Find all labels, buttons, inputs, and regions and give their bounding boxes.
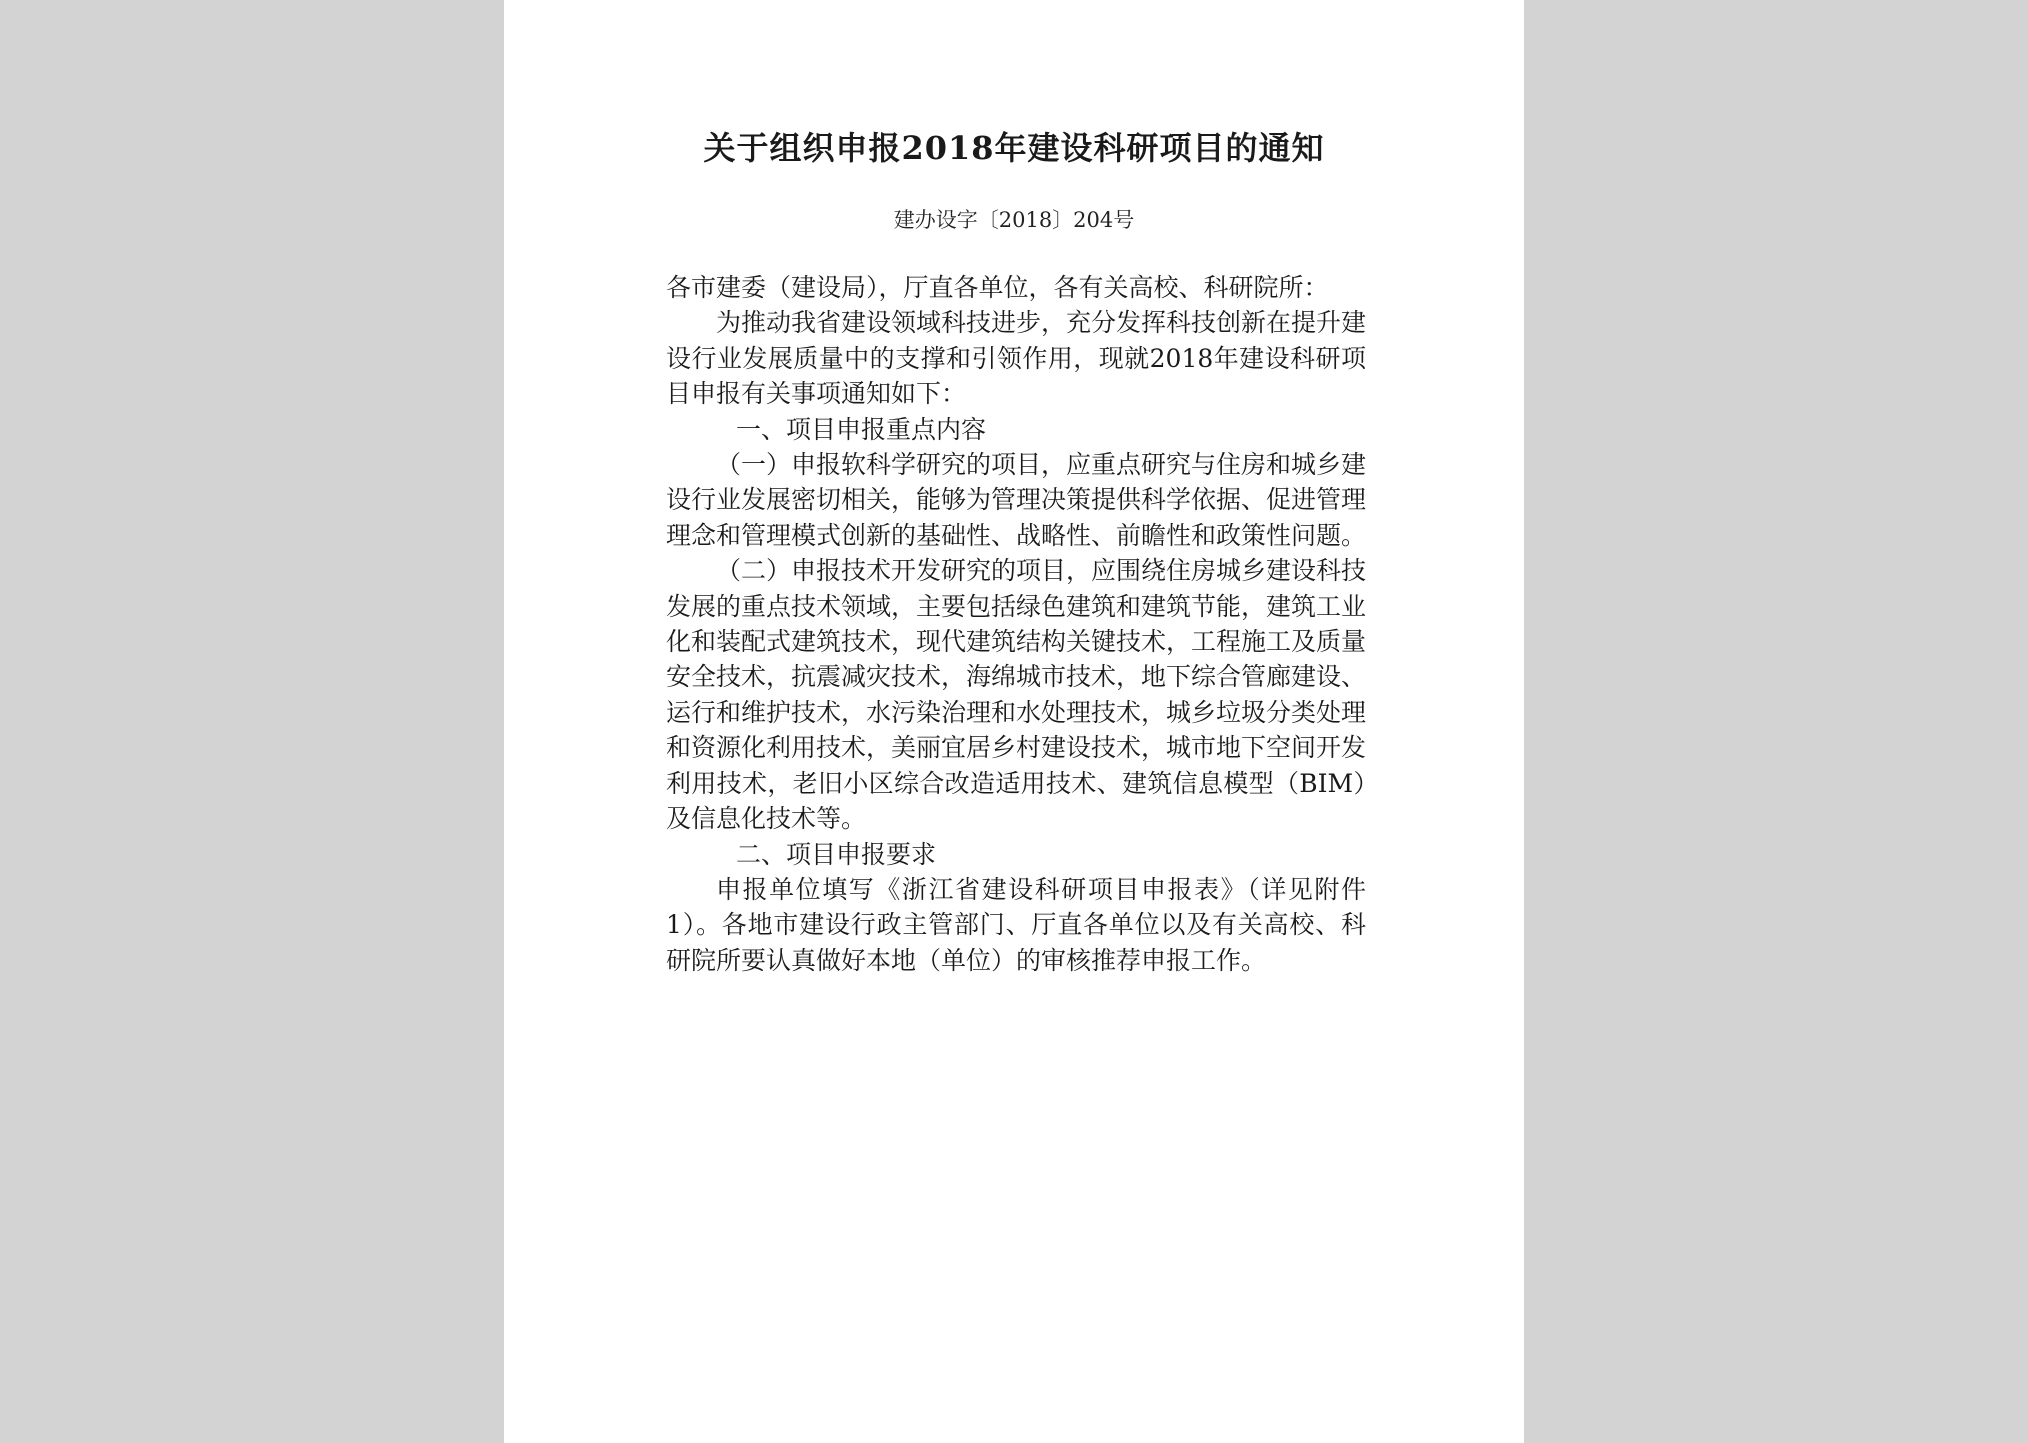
salutation: 各市建委（建设局），厅直各单位，各有关高校、科研院所： bbox=[666, 273, 1329, 302]
section-2-paragraph: 申报单位填写《浙江省建设科研项目申报表》（详见附件1）。各地市建设行政主管部门、厅直各单位以及有关高校、科研院所要认真做好本地（单位）的审核推荐申报工作。 bbox=[666, 874, 1366, 975]
document-title: 关于组织申报2018年建设科研项目的通知 bbox=[703, 129, 1325, 167]
intro-paragraph: 为推动我省建设领域科技进步，充分发挥科技创新在提升建设行业发展质量中的支撑和引领作用，现就2018年建设科研项目申报有关事项通知如下： bbox=[666, 308, 1367, 409]
section-2-heading: 二、项目申报要求 bbox=[736, 839, 937, 869]
document-page bbox=[504, 0, 1524, 1443]
section-1-item-1: （一）申报软科学研究的项目，应重点研究与住房和城乡建设行业发展密切相关，能够为管理决策提供科学依据、促进管理理念和管理模式创新的基础性、战略性、前瞻性和政策性问题。 bbox=[666, 450, 1367, 550]
document-body bbox=[666, 270, 1366, 978]
section-1-heading: 一、项目申报重点内容 bbox=[736, 414, 987, 444]
section-1-item-2: （二）申报技术开发研究的项目，应围绕住房城乡建设科技发展的重点技术领域，主要包括绿色建筑和建筑节能，建筑工业化和装配式建筑技术，现代建筑结构关键技术，工程施工及质量安全技术，抗震减灾技术，海绵城市技术，地下综合管廊建设、运行和维护技术，水污染治理和水处理技术，城乡垃圾分类处理和资源化利用技术，美丽宜居乡村建设技术，城市地下空间开发利用技术，老旧小区综合改造适用技术、建筑信息模型（BIM）及信息化技术等。 bbox=[666, 556, 1367, 834]
document-number: 建办设字〔2018〕204号 bbox=[893, 208, 1135, 232]
